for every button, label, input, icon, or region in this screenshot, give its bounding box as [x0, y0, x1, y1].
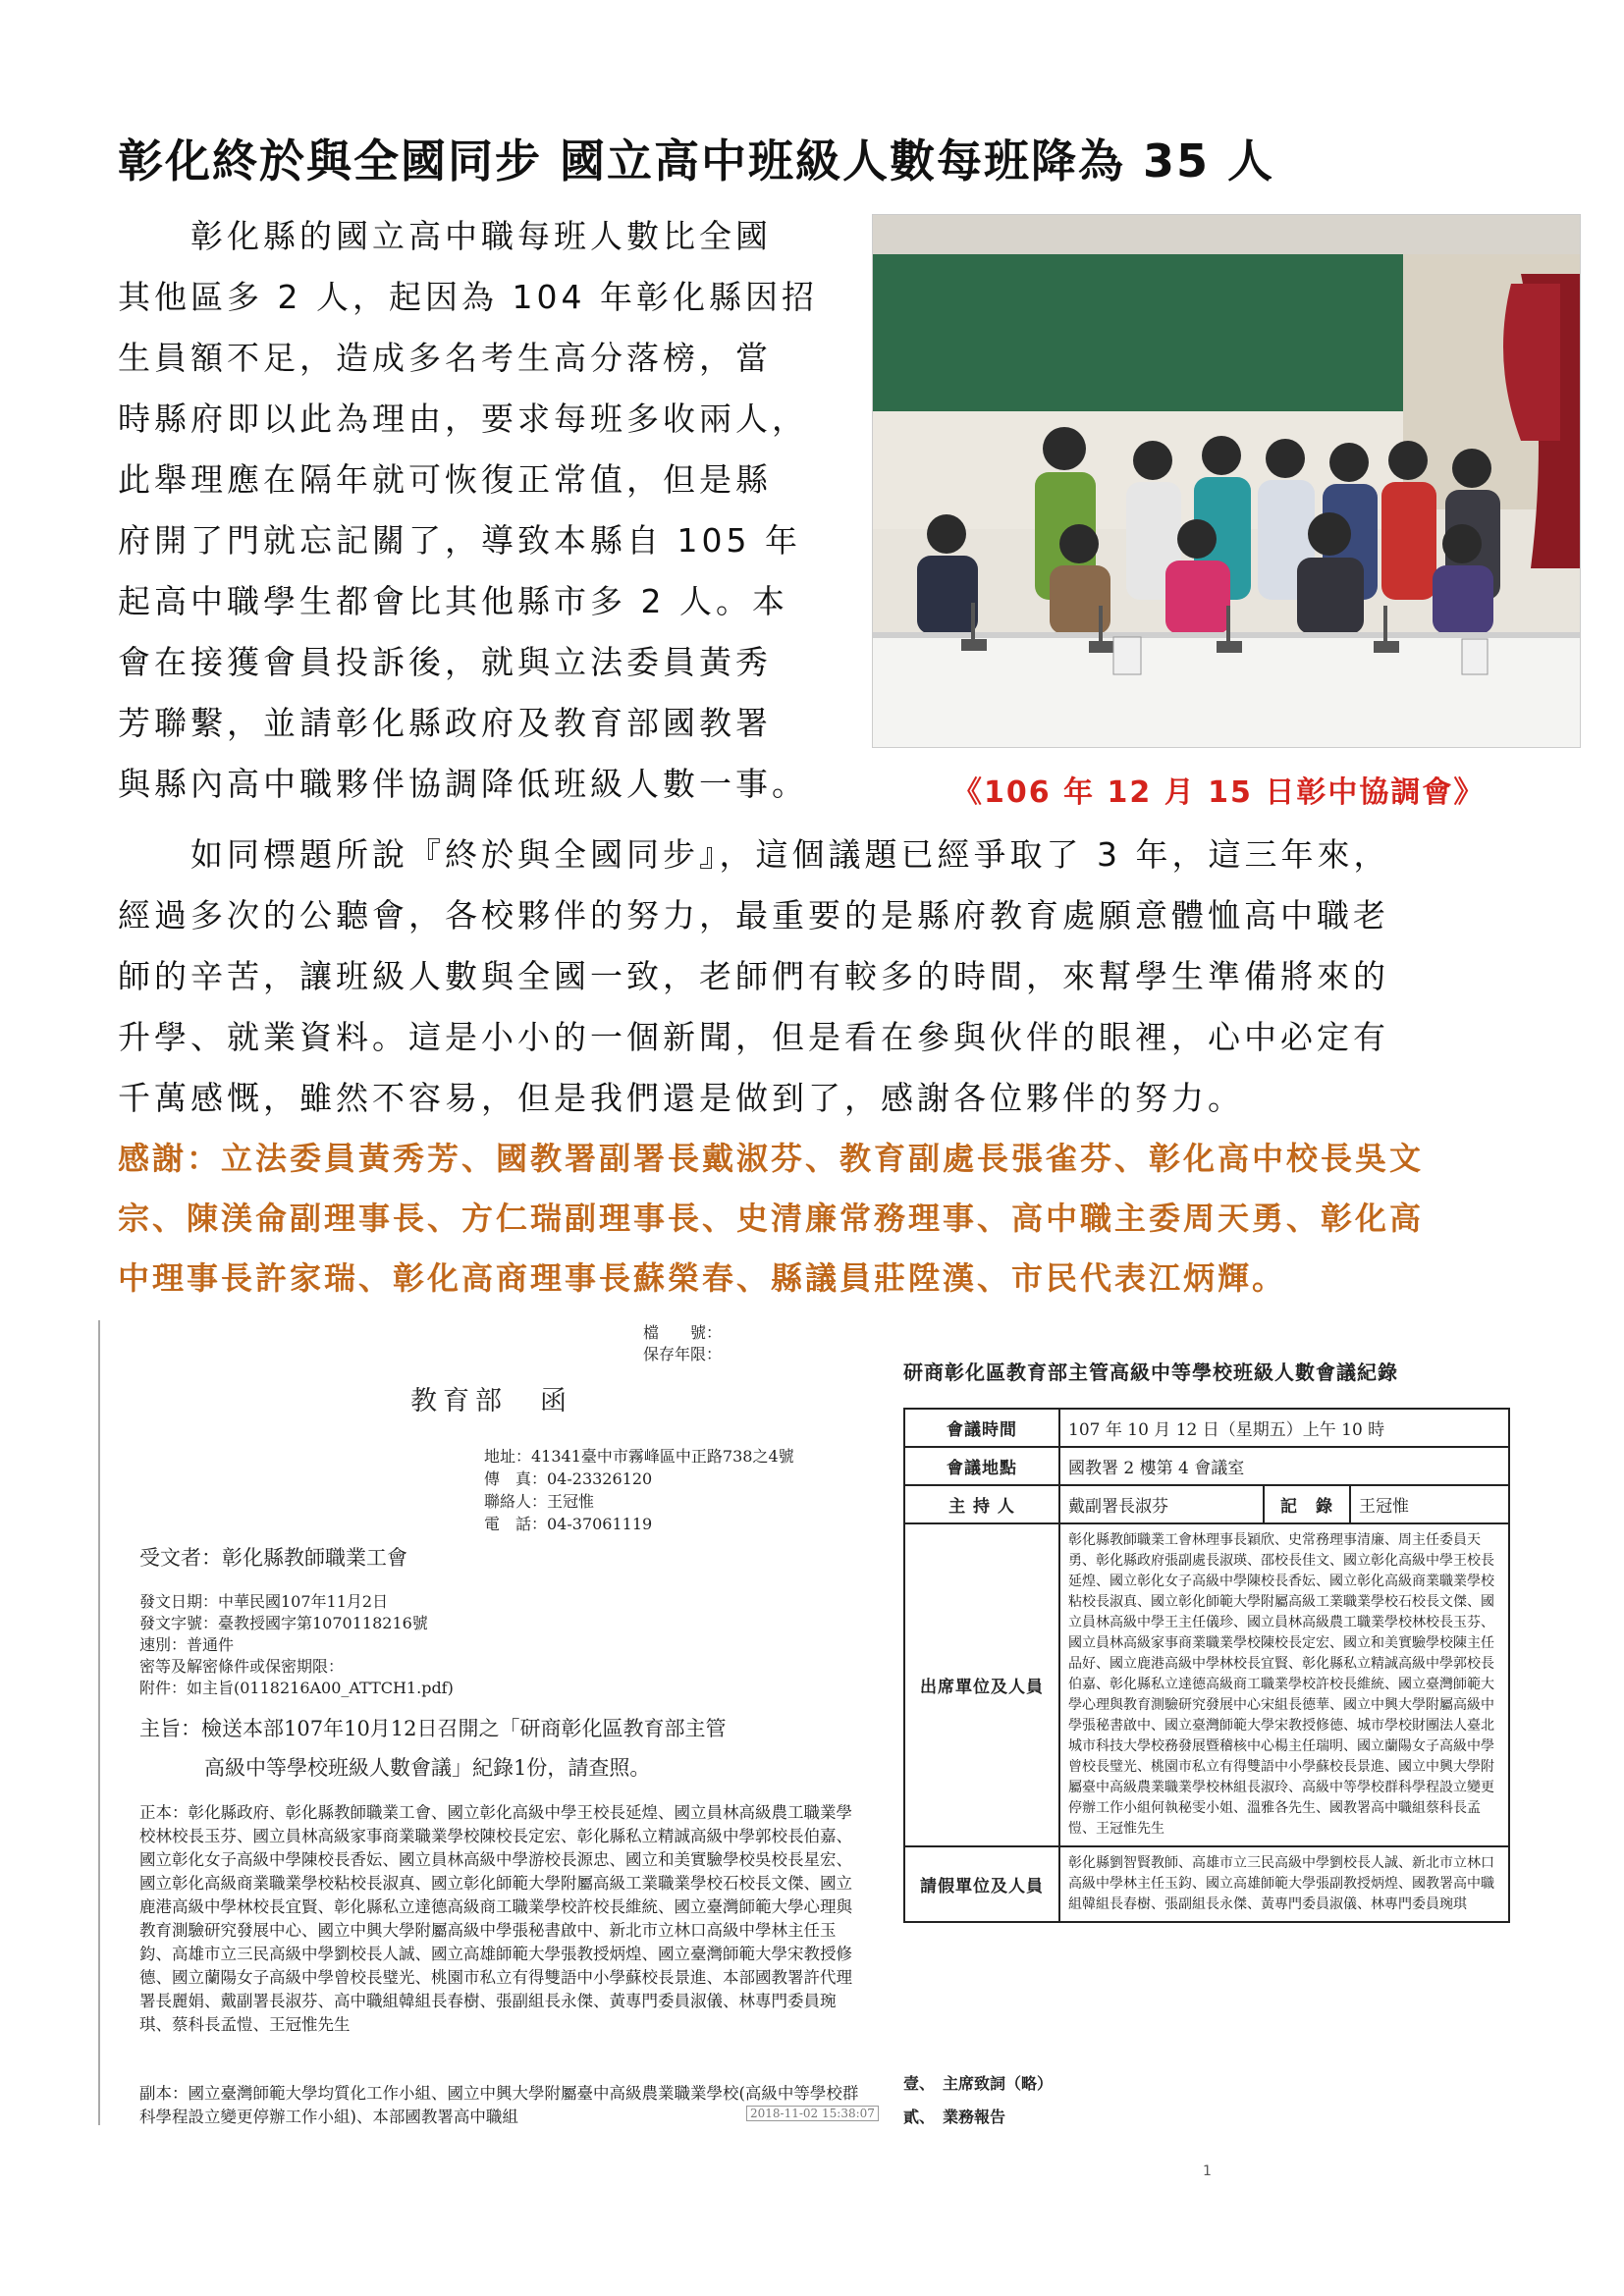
- letter-subject: 主旨：檢送本部107年10月12日召開之「研商彰化區教育部主管: [139, 1717, 727, 1740]
- time-value: 107 年 10 月 12 日（星期五）上午 10 時: [1059, 1409, 1509, 1447]
- intro-line: 彰化縣的國立高中職每班人數比全國: [118, 217, 772, 255]
- recorder-label: 記 錄: [1264, 1485, 1350, 1523]
- second-paragraph: [118, 825, 1512, 1129]
- paragraph-line: 升學、就業資料。這是小小的一個新聞，但是看在參與伙伴的眼裡，心中必定有: [118, 1018, 1389, 1056]
- letter-doc-number: 發文字號：臺教授國字第1070118216號: [139, 1614, 428, 1632]
- absent-label: 請假單位及人員: [904, 1846, 1059, 1922]
- meeting-photo-illustration: [873, 215, 1580, 747]
- agenda-item-2: 貳、 業務報告: [903, 2108, 1006, 2126]
- letter-cc-copy: 副本：國立臺灣師範大學均質化工作小組、國立中興大學附屬臺中高級農業職業學校(高級中等學校群科學程設立變更停辦工作小組)、本部國教署高中職組: [139, 2084, 859, 2126]
- chair-label: 主 持 人: [904, 1485, 1059, 1523]
- agenda-item-1: 壹、 主席致詞（略）: [903, 2074, 1054, 2093]
- intro-line: 會在接獲會員投訴後，就與立法委員黃秀: [118, 643, 772, 681]
- intro-line: 時縣府即以此為理由，要求每班多收兩人，: [118, 400, 808, 438]
- record-table: [903, 1408, 1510, 1923]
- intro-paragraph: [118, 206, 864, 815]
- place-label: 會議地點: [904, 1447, 1059, 1485]
- photo-caption: 《106 年 12 月 15 日彰中協調會》: [952, 775, 1486, 810]
- article-title: 彰化終於與全國同步 國立高中班級人數每班降為 35 人: [118, 134, 1275, 187]
- letter-speed: 速別：普通件: [139, 1635, 235, 1654]
- letter-subject-cont: 高級中等學校班級人數會議」紀錄1份，請查照。: [204, 1756, 651, 1780]
- paragraph-line: 經過多次的公聽會，各校夥伴的努力，最重要的是縣府教育處願意體恤高中職老: [118, 896, 1389, 934]
- paragraph-line: 千萬感慨，雖然不容易，但是我們還是做到了，感謝各位夥伴的努力。: [118, 1079, 1244, 1117]
- letter-date: 發文日期：中華民國107年11月2日: [139, 1592, 389, 1611]
- table-row: [904, 1485, 1509, 1523]
- table-row: [904, 1409, 1509, 1447]
- digital-stamp: 2018-11-02 15:38:07: [746, 2106, 879, 2121]
- meeting-photo: [872, 214, 1581, 748]
- recorder-value: 王冠惟: [1350, 1485, 1509, 1523]
- letter-recipient: 受文者：彰化縣教師職業工會: [139, 1546, 407, 1570]
- letter-cc-main: 正本：彰化縣政府、彰化縣教師職業工會、國立彰化高級中學王校長延煌、國立員林高級農工職業學校林校長玉芬、國立員林高級家事商業職業學校陳校長定宏、彰化縣私立精誠高級中學郭校長伯嘉、國立彰化女子高級中學陳校長香妘、國立員林高級中學游校長源忠、國立和美實驗學校吳校長星宏、國立彰化高級商業職業學校粘校長淑真、國立彰化師範大學附屬高級工業職業學校石校長文傑、國立鹿港高級中學林校長宜賢、彰化縣私立達德高級商工職業學校許校長維統、國立臺灣師範大學心理與教育測驗研究發展中心、國立中興大學附屬高級中學張秘書啟中、新北市立林口高級中學林主任玉鈞、高雄市立三民高級中學劉校長人誠、國立高雄師範大學張教授炳煌、國立臺灣師範大學宋教授修德、國立蘭陽女子高級中學曾校長璧光、桃園市私立有得雙語中小學蘇校長景進、本部國教署許代理署長麗娟、戴副署長淑芬、高中職組韓組長春樹、張副組長永傑、黃專門委員淑儀、林專門委員琬琪、蔡科長孟愷、王冠惟先生: [139, 1803, 852, 2034]
- thanks-section: [118, 1129, 1512, 1308]
- intro-line: 府開了門就忘記關了，導致本縣自 105 年: [118, 521, 801, 560]
- intro-line: 起高中職學生都會比其他縣市多 2 人。本: [118, 582, 788, 620]
- letter-address: 地址：41341臺中市霧峰區中正路738之4號: [484, 1447, 794, 1466]
- intro-line: 與縣內高中職夥伴協調降低班級人數一事。: [118, 765, 808, 803]
- letter-phone: 電 話：04-37061119: [484, 1515, 653, 1533]
- record-title: 研商彰化區教育部主管高級中等學校班級人數會議紀錄: [903, 1361, 1398, 1384]
- letter-fax: 傳 真：04-23326120: [484, 1469, 653, 1488]
- attend-value: 彰化縣教師職業工會林理事長穎欣、史常務理事清廉、周主任委員天勇、彰化縣政府張副處長淑瑛、邵校長佳文、國立彰化高級中學王校長延煌、國立彰化女子高級中學陳校長香妘、國立彰化高級商業職業學校粘校長淑真、國立彰化師範大學附屬高級工業職業學校石校長文傑、國立員林高級中學王主任儀珍、國立員林高級農工職業學校林校長玉芬、國立員林高級家事商業職業學校陳校長定宏、國立和美實驗學校陳主任品好、國立鹿港高級中學林校長宜賢、彰化縣私立精誠高級中學郭校長伯嘉、彰化縣私立達德高級商工職業學校許校長維統、國立臺灣師範大學心理與教育測驗研究發展中心宋組長德華、國立中興大學附屬高級中學張秘書啟中、國立臺灣師範大學宋教授修德、城市學校財團法人臺北城市科技大學校務發展暨稽核中心楊主任瑞明、國立蘭陽女子高級中學曾校長璧光、桃園市私立有得雙語中小學蘇校長景進、國立中興大學附屬臺中高級農業職業學校林組長淑玲、高級中等學校群科學程設立變更停辦工作小組何執秘雯小姐、溫雅各先生、國教署高中職組蔡科長孟愷、王冠惟先生: [1059, 1523, 1509, 1846]
- time-label: 會議時間: [904, 1409, 1059, 1447]
- absent-value: 彰化縣劉智賢教師、高雄市立三民高級中學劉校長人誠、新北市立林口高級中學林主任玉鈞、國立高雄師範大學張副教授炳煌、國教署高中職組韓組長春樹、張副組長永傑、黃專門委員淑儀、林專門委員琬琪: [1059, 1846, 1509, 1922]
- page-number: 1: [1203, 2163, 1212, 2179]
- scan-edge: [98, 1320, 100, 2125]
- thanks-line: 宗、陳渼侖副理事長、方仁瑞副理事長、史清廉常務理事、高中職主委周天勇、彰化高: [118, 1200, 1425, 1237]
- letter-attachment: 附件：如主旨(0118216A00_ATTCH1.pdf): [139, 1679, 454, 1697]
- thanks-line: 感謝：立法委員黃秀芳、國教署副署長戴淑芬、教育副處長張雀芬、彰化高中校長吳文: [118, 1140, 1425, 1177]
- intro-line: 生員額不足，造成多名考生高分落榜，當: [118, 339, 772, 377]
- intro-line: 其他區多 2 人，起因為 104 年彰化縣因招: [118, 278, 818, 316]
- place-value: 國教署 2 樓第 4 會議室: [1059, 1447, 1509, 1485]
- paragraph-line: 師的辛苦，讓班級人數與全國一致，老師們有較多的時間，來幫學生準備將來的: [118, 957, 1389, 995]
- attend-label: 出席單位及人員: [904, 1523, 1059, 1846]
- thanks-line: 中理事長許家瑞、彰化高商理事長蘇榮春、縣議員莊陞漢、市民代表江炳輝。: [118, 1259, 1287, 1297]
- table-row: [904, 1447, 1509, 1485]
- intro-line: 此舉理應在隔年就可恢復正常值，但是縣: [118, 460, 772, 499]
- file-number: 檔 號：: [643, 1323, 723, 1342]
- table-row: [904, 1523, 1509, 1846]
- letter-heading: 教育部 函: [410, 1386, 572, 1416]
- letter-contact: 聯絡人：王冠惟: [484, 1492, 595, 1511]
- keep-years: 保存年限：: [643, 1345, 723, 1363]
- paragraph-line: 如同標題所說『終於與全國同步』，這個議題已經爭取了 3 年，這三年來，: [118, 835, 1390, 874]
- chair-value: 戴副署長淑芬: [1059, 1485, 1264, 1523]
- letter-secret: 密等及解密條件或保密期限：: [139, 1657, 345, 1676]
- table-row: [904, 1846, 1509, 1922]
- intro-line: 芳聯繫，並請彰化縣政府及教育部國教署: [118, 704, 772, 742]
- ministry-letter: [98, 1320, 874, 2140]
